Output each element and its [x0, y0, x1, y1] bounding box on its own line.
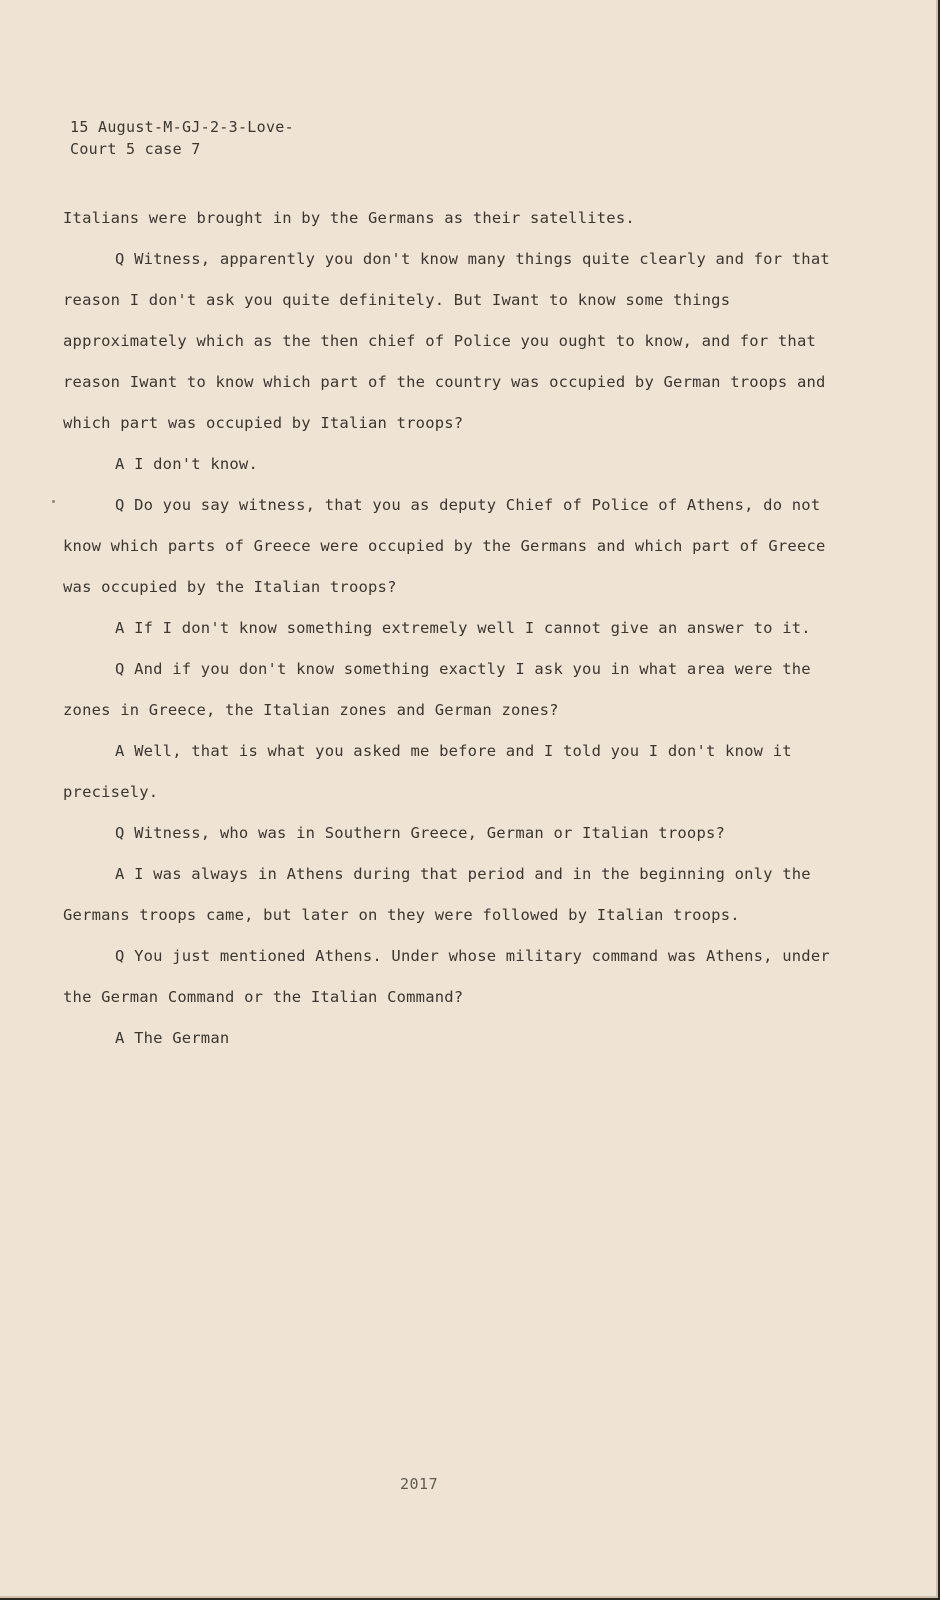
header-line-court: Court 5 case 7	[70, 140, 201, 158]
transcript-question: Q Witness, apparently you don't know many things quite clearly and for that reason I don't ask you quite definitely. But Iwant to know some things approximately which as the then chief of Police you ought to know, and for that reason Iwant to know which part of the country was occupied by German troops and which part was occupied by Italian troops?	[63, 250, 830, 432]
transcript-answer: A I don't know.	[115, 455, 258, 473]
transcript-question: Q Do you say witness, that you as deputy Chief of Police of Athens, do not know which parts of Greece were occupied by the Germans and which part of Greece was occupied by the Italian troops?	[63, 496, 826, 596]
transcript-answer: A The German	[115, 1029, 230, 1047]
transcript-answer: A If I don't know something extremely well I cannot give an answer to it.	[115, 619, 811, 637]
paper-speck	[52, 500, 55, 503]
transcript-body	[63, 198, 853, 1059]
transcript-question: Q You just mentioned Athens. Under whose military command was Athens, under the German Command or the Italian Command?	[63, 947, 830, 1006]
transcript-question: Q Witness, who was in Southern Greece, German or Italian troops?	[115, 824, 726, 842]
transcript-paragraph: Italians were brought in by the Germans as their satellites.	[63, 209, 635, 227]
page-number: 2017	[400, 1475, 439, 1493]
header-line-session: 15 August-M-GJ-2-3-Love-	[70, 118, 294, 136]
transcript-question: Q And if you don't know something exactly I ask you in what area were the zones in Greece, the Italian zones and German zones?	[63, 660, 811, 719]
transcript-answer: A I was always in Athens during that period and in the beginning only the Germans troops came, but later on they were followed by Italian troops.	[63, 865, 811, 924]
document-header	[70, 116, 294, 160]
transcript-answer: A Well, that is what you asked me before and I told you I don't know it precisely.	[63, 742, 792, 801]
